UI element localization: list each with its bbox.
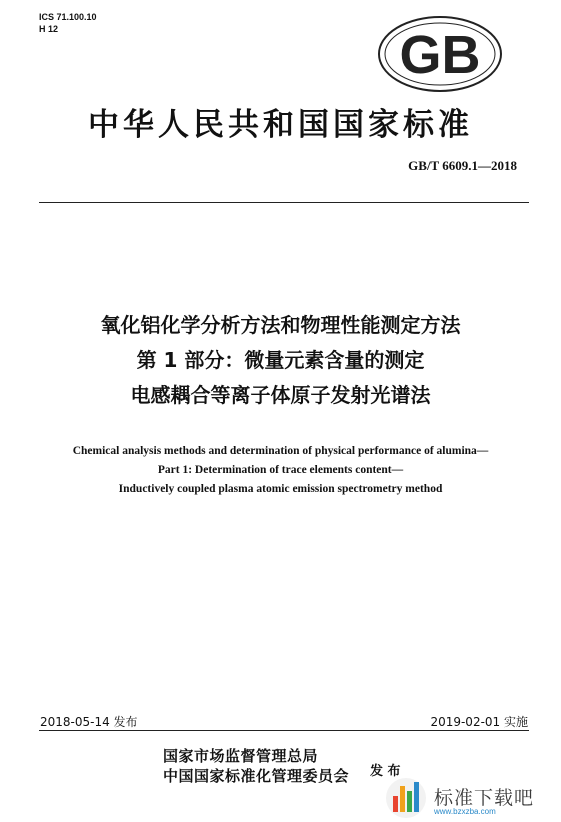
gb-logo-text: GB — [399, 25, 481, 85]
footer-divider — [39, 730, 529, 731]
title-cn-line-2: 第 1 部分：微量元素含量的测定 — [136, 348, 425, 372]
watermark-logo-icon — [383, 774, 431, 820]
title-cn-line-3: 电感耦合等离子体原子发射光谱法 — [130, 383, 431, 407]
header-divider — [39, 202, 529, 203]
national-standard-title: 中华人民共和国国家标准 — [88, 107, 473, 143]
standard-number: GB/T 6609.1—2018 — [408, 158, 517, 173]
issuer-sac: 中国国家标准化管理委员会 — [163, 767, 350, 785]
implement-date: 2019-02-01 实施 — [430, 715, 528, 729]
watermark-text: 标准下载吧 — [434, 787, 535, 809]
ics-code: ICS 71.100.10 — [39, 12, 97, 22]
publish-label: 发 布 — [370, 764, 401, 779]
release-date: 2018-05-14 发布 — [40, 715, 138, 729]
gb-logo-icon — [378, 16, 502, 92]
watermark-url: www.bzxzba.com — [434, 807, 496, 816]
ics-classification — [39, 11, 97, 35]
issuer-samr: 国家市场监督管理总局 — [163, 747, 319, 765]
title-en-line-1: Chemical analysis methods and determination of physical performance of alumina— — [72, 445, 489, 457]
class-code: H 12 — [39, 24, 59, 34]
title-en-line-3: Inductively coupled plasma atomic emission spectrometry method — [118, 483, 443, 495]
title-cn-line-1: 氧化铝化学分析方法和物理性能测定方法 — [100, 313, 461, 337]
title-en-line-2: Part 1: Determination of trace elements content— — [157, 464, 404, 476]
